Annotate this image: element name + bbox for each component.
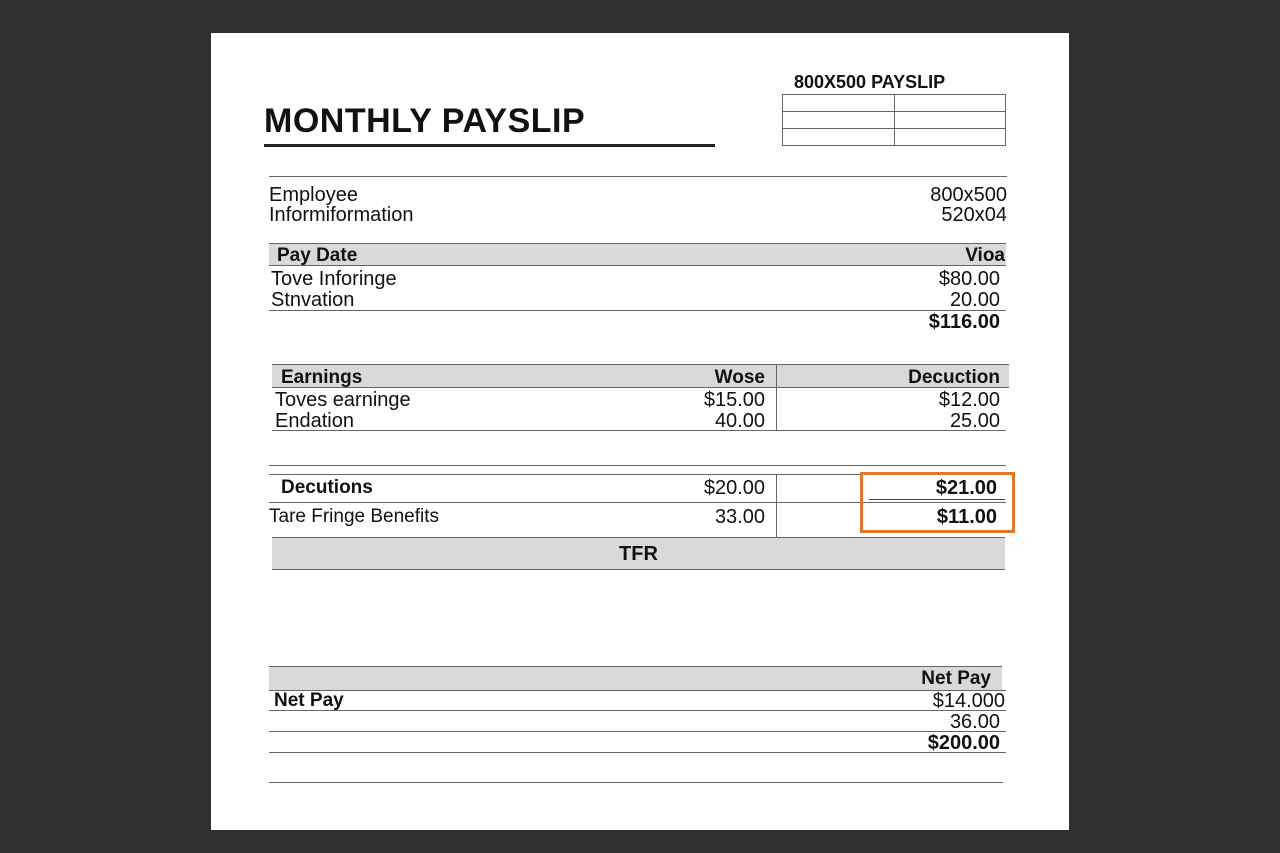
earnings-row-label: Endation (275, 410, 354, 432)
divider (272, 430, 1006, 431)
earnings-row-label: Toves earninge (275, 389, 411, 411)
pay-date-row-label: Stnvation (271, 289, 355, 311)
column-divider (776, 364, 777, 430)
divider (269, 731, 1006, 732)
net-pay-total: $200.00 (927, 732, 1000, 754)
column-divider (776, 474, 777, 537)
pay-date-row-value: 20.00 (949, 289, 1000, 311)
earnings-row-deduction: $12.00 (938, 389, 1000, 411)
net-pay-header (269, 666, 1002, 690)
pay-date-total: $116.00 (928, 311, 1000, 333)
divider (269, 782, 1003, 783)
wose-col-header: Wose (714, 367, 765, 388)
earnings-header (272, 364, 1009, 388)
page-title: MONTHLY PAYSLIP (264, 102, 586, 140)
divider (269, 176, 1007, 177)
divider (269, 310, 1006, 311)
earnings-row-wose: $15.00 (703, 389, 765, 411)
payslip-subtitle: 800X500 PAYSLIP (794, 72, 946, 92)
deductions-row-label: Tare Fringe Benefits (269, 506, 440, 527)
employee-value: 520x04 (941, 204, 1007, 226)
employee-value: 800x500 (930, 184, 1007, 206)
highlighted-value: $11.00 (936, 506, 997, 528)
divider (269, 690, 1006, 691)
title-underline (264, 144, 715, 147)
divider (269, 710, 1006, 711)
employee-label: Informiformation (269, 204, 414, 226)
earnings-row-deduction: 25.00 (949, 410, 1000, 432)
deduction-col-header: Decuction (908, 367, 1000, 388)
pay-date-row-label: Tove Inforinge (271, 268, 397, 290)
payslip-document (211, 33, 1069, 830)
pay-date-header-value: Vioa (965, 245, 1005, 266)
earnings-row-wose: 40.00 (714, 410, 765, 432)
deductions-row-value: 33.00 (714, 506, 765, 528)
net-pay-value: $14.000 (932, 690, 1005, 712)
net-pay-value: 36.00 (949, 711, 1000, 733)
pay-date-row-value: $80.00 (938, 268, 1000, 290)
employee-label: Employee (269, 184, 358, 206)
highlighted-value: $21.00 (935, 477, 997, 499)
highlight-divider (869, 499, 1005, 500)
divider (269, 752, 1006, 753)
tfr-label: TFR (619, 543, 658, 565)
header-grid-divider (894, 95, 895, 145)
header-grid (782, 94, 1006, 146)
divider (269, 465, 1006, 466)
net-pay-header-label: Net Pay (921, 668, 991, 689)
deductions-row-value: $20.00 (703, 477, 765, 499)
earnings-col-header: Earnings (281, 367, 363, 388)
deductions-row-label: Decutions (281, 477, 373, 498)
pay-date-label: Pay Date (277, 245, 358, 266)
net-pay-label: Net Pay (274, 690, 344, 711)
pay-date-header (269, 243, 1006, 266)
